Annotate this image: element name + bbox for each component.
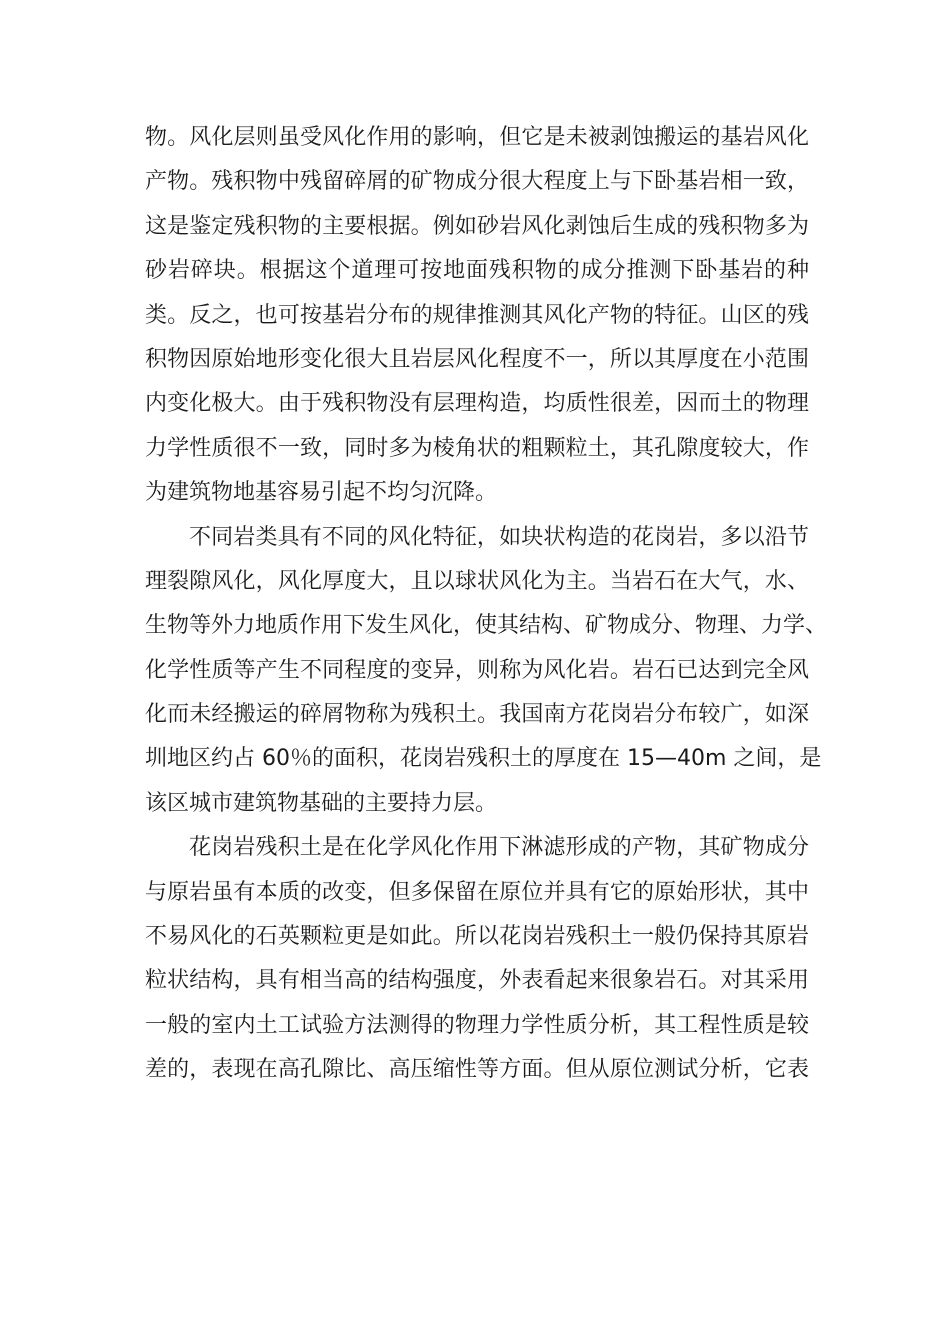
paragraph-2 xyxy=(145,516,828,827)
text-line: 花岗岩残积土是在化学风化作用下淋滤形成的产物，其矿物成分 xyxy=(189,835,809,861)
paragraph-1 xyxy=(145,116,809,516)
text-line: 不易风化的石英颗粒更是如此。所以花岗岩残积土一般仍保持其原岩 xyxy=(145,924,809,950)
text-line: 力学性质很不一致，同时多为棱角状的粗颗粒土，其孔隙度较大，作 xyxy=(145,435,809,461)
text-line: 粒状结构，具有相当高的结构强度，外表看起来很象岩石。对其采用 xyxy=(145,968,809,994)
text-line: 生物等外力地质作用下发生风化，使其结构、矿物成分、物理、力学、 xyxy=(145,613,828,639)
text-line: 化而未经搬运的碎屑物称为残积土。我国南方花岗岩分布较广，如深 xyxy=(145,702,809,728)
text-line: 内变化极大。由于残积物没有层理构造，均质性很差，因而土的物理 xyxy=(145,391,809,417)
text-line: 类。反之，也可按基岩分布的规律推测其风化产物的特征。山区的残 xyxy=(145,302,809,328)
text-line: 理裂隙风化，风化厚度大，且以球状风化为主。当岩石在大气，水、 xyxy=(145,568,809,594)
text-line: 该区城市建筑物基础的主要持力层。 xyxy=(145,790,498,816)
paragraph-3 xyxy=(145,826,809,1092)
text-line: 物。风化层则虽受风化作用的影响，但它是未被剥蚀搬运的基岩风化 xyxy=(145,125,809,150)
text-line: 化学性质等产生不同程度的变异，则称为风化岩。岩石已达到完全风 xyxy=(145,657,809,683)
body-text xyxy=(145,116,828,1093)
text-line: 差的，表现在高孔隙比、高压缩性等方面。但从原位测试分析，它表 xyxy=(145,1057,809,1083)
text-line: 产物。残积物中残留碎屑的矿物成分很大程度上与下卧基岩相一致， xyxy=(145,169,809,195)
text-line: 为建筑物地基容易引起不均匀沉降。 xyxy=(145,480,498,506)
text-line: 与原岩虽有本质的改变，但多保留在原位并具有它的原始形状，其中 xyxy=(145,879,809,905)
text-line: 砂岩碎块。根据这个道理可按地面残积物的成分推测下卧基岩的种 xyxy=(145,258,809,284)
text-line: 这是鉴定残积物的主要根据。例如砂岩风化剥蚀后生成的残积物多为 xyxy=(145,213,809,239)
text-line: 圳地区约占 60％的面积，花岗岩残积土的厚度在 15—40m 之间，是 xyxy=(145,746,822,772)
text-line: 积物因原始地形变化很大且岩层风化程度不一，所以其厚度在小范围 xyxy=(145,346,809,372)
text-line: 一般的室内土工试验方法测得的物理力学性质分析，其工程性质是较 xyxy=(145,1012,809,1038)
text-line: 不同岩类具有不同的风化特征，如块状构造的花岗岩，多以沿节 xyxy=(189,524,809,550)
